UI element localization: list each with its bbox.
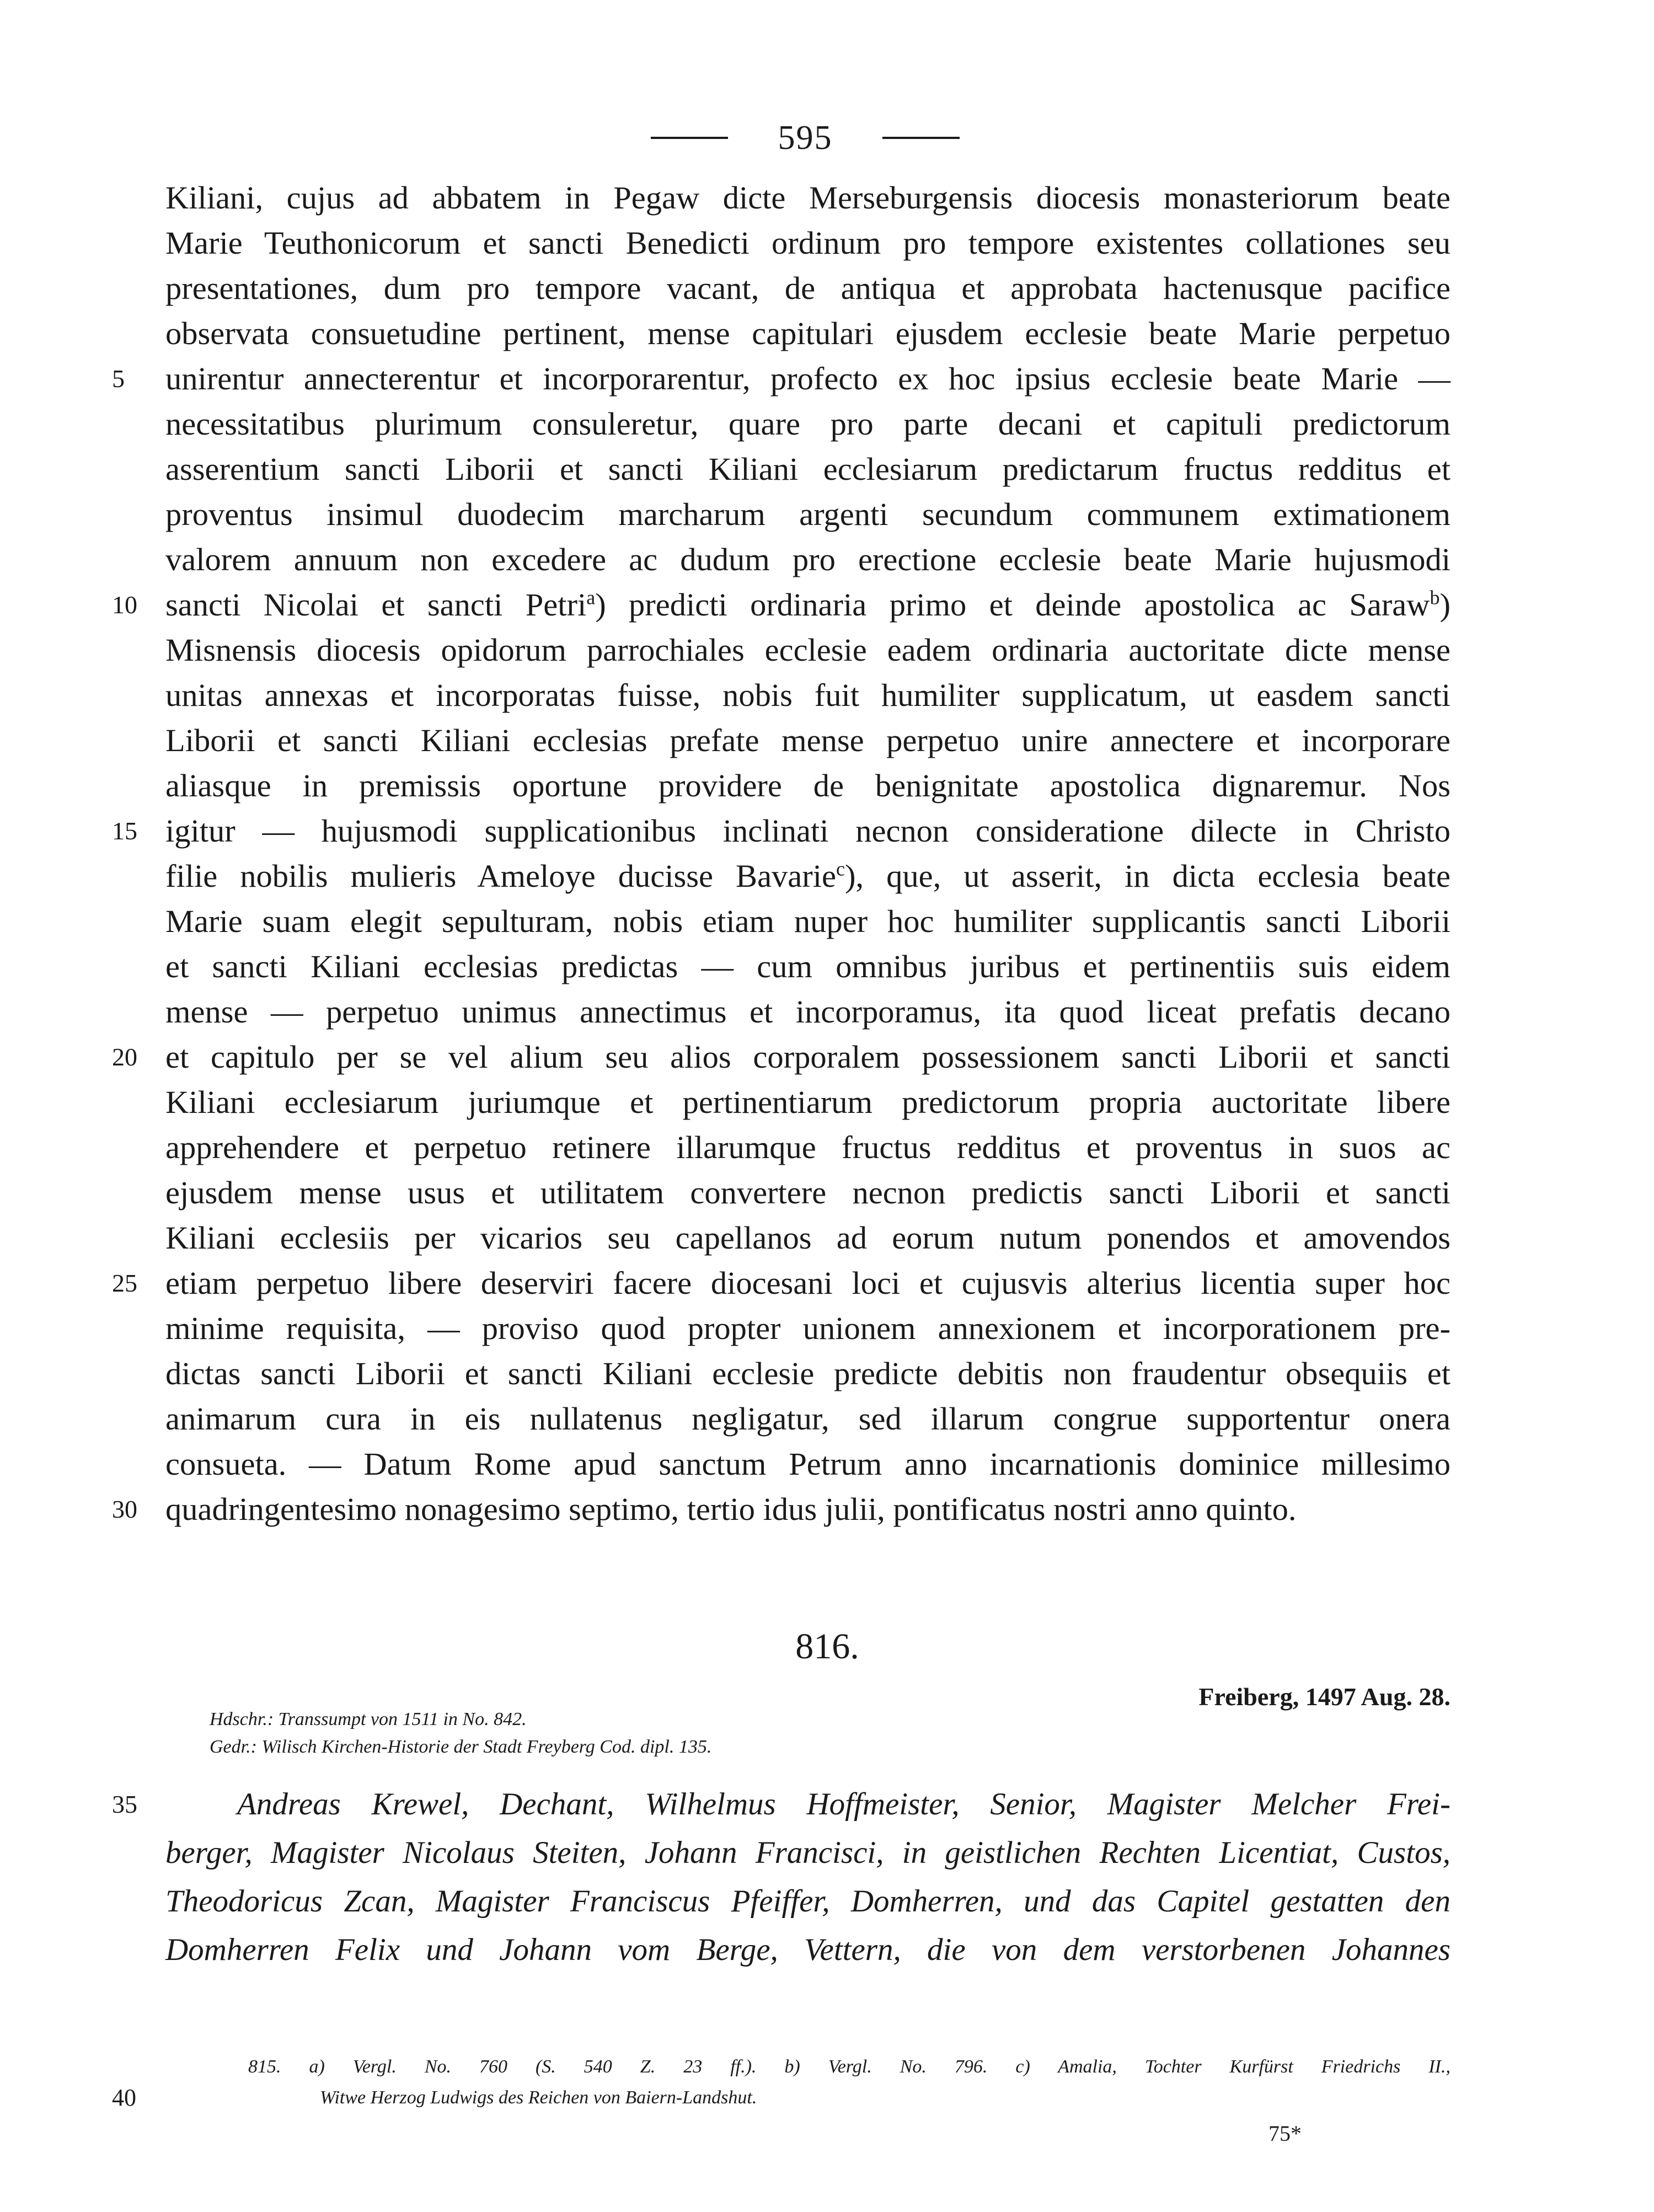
line-number: 20 <box>112 1043 137 1071</box>
body-line <box>165 311 1450 356</box>
body-line <box>112 808 1450 854</box>
body-line-text: etiam perpetuo libere deserviri facere diocesani loci et cujusvis alterius licentia super hoc <box>165 1265 1450 1301</box>
summary-line-text: berger, Magister Nicolaus Steiten, Johann Francisci, in geistlichen Rechten Licentiat, Custos, <box>165 1835 1450 1870</box>
body-line-text: animarum cura in eis nullatenus negligatur, sed illarum congrue supportentur onera <box>165 1401 1450 1437</box>
body-line-text: minime requisita, — proviso quod propter unionem annexionem et incorporationem pre- <box>165 1310 1450 1346</box>
body-line <box>165 1442 1450 1487</box>
body-line <box>165 1306 1450 1351</box>
body-line <box>165 221 1450 266</box>
footnote-marker: a <box>586 586 596 609</box>
header-rule-left <box>651 137 728 139</box>
body-line-text: proventus insimul duodecim marcharum argenti secundum communem extimationem <box>165 496 1450 532</box>
body-line-text: igitur — hujusmodi supplicationibus inclinati necnon consideratione dilecte in Christo <box>165 813 1450 849</box>
body-line <box>112 1035 1450 1080</box>
body-line-text: observata consuetudine pertinent, mense capitulari ejusdem ecclesie beate Marie perpetuo <box>165 315 1450 351</box>
body-line-text: necessitatibus plurimum consuleretur, quare pro parte decani et capituli predictorum <box>165 406 1450 442</box>
body-line-text: unirentur annecterentur et incorporarentur, profecto ex hoc ipsius ecclesie beate Marie — <box>165 361 1450 397</box>
body-line-text: ejusdem mense usus et utilitatem convertere necnon predictis sancti Liborii et sancti <box>165 1175 1450 1211</box>
body-line-text: Kiliani ecclesiarum juriumque et pertinentiarum predictorum propria auctoritate libere <box>165 1084 1450 1120</box>
line-number: 40 <box>112 2084 136 2111</box>
body-line <box>165 763 1450 808</box>
summary-line <box>165 1926 1450 1974</box>
body-line-text: Kiliani, cujus ad abbatem in Pegaw dicte Merseburgensis diocesis monasteriorum beate <box>165 180 1450 216</box>
body-line <box>165 175 1450 221</box>
body-line <box>165 401 1450 447</box>
footnotes-block <box>112 2052 1450 2113</box>
body-line-text: et capitulo per se vel alium seu alios corporalem possessionem sancti Liborii et sancti <box>165 1039 1450 1075</box>
footnote-marker: b <box>1430 586 1440 609</box>
body-line-text: valorem annuum non excedere ac dudum pro erectione ecclesie beate Marie hujusmodi <box>165 542 1450 577</box>
page-header <box>651 119 960 157</box>
body-line <box>165 1170 1450 1215</box>
line-number: 15 <box>112 817 137 845</box>
body-line <box>165 899 1450 944</box>
body-line-text: ), que, ut asserit, in dicta ecclesia beate <box>844 858 1450 894</box>
body-line-text: Liborii et sancti Kiliani ecclesias prefate mense perpetuo unire annectere et incorporare <box>165 722 1450 758</box>
body-line <box>165 628 1450 673</box>
body-line <box>165 266 1450 311</box>
line-number: 35 <box>112 1790 137 1818</box>
body-line-text: sancti Nicolai et sancti Petri <box>165 587 587 623</box>
main-text-block <box>112 175 1451 1532</box>
footnote-line <box>112 2082 1450 2113</box>
body-line <box>165 854 1450 899</box>
body-line <box>165 989 1450 1035</box>
body-line-text: quadringentesimo nonagesimo septimo, tertio idus julii, pontificatus nostri anno quinto. <box>165 1491 1297 1527</box>
line-number: 30 <box>112 1495 137 1523</box>
body-line-text: Marie suam elegit sepulturam, nobis etiam nuper hoc humiliter supplicantis sancti Liborii <box>165 903 1450 939</box>
summary-line-text: Domherren Felix und Johann vom Berge, Vettern, die von dem verstorbenen Johannes <box>165 1932 1450 1967</box>
header-rule-right <box>882 137 960 139</box>
footnote-line <box>165 2052 1450 2082</box>
body-line-text: mense — perpetuo unimus annectimus et incorporamus, ita quod liceat prefatis decano <box>165 994 1450 1030</box>
document-number: 816. <box>795 1626 859 1667</box>
body-line <box>112 1487 1450 1532</box>
summary-line-text: Theodoricus Zcan, Magister Franciscus Pfeiffer, Domherren, und das Capitel gestatten den <box>165 1884 1450 1919</box>
body-line-text: unitas annexas et incorporatas fuisse, nobis fuit humiliter supplicatum, ut easdem sancti <box>165 677 1450 713</box>
body-line <box>165 673 1450 718</box>
body-line <box>112 356 1450 401</box>
summary-line <box>165 1877 1450 1926</box>
page-number: 595 <box>778 119 833 157</box>
source-printed: Gedr.: Wilisch Kirchen-Historie der Stadt Freyberg Cod. dipl. 135. <box>210 1737 712 1757</box>
body-line-text: aliasque in premissis oportune providere de benignitate apostolica dignaremur. Nos <box>165 768 1450 804</box>
body-line <box>165 1396 1450 1442</box>
body-line-text: et sancti Kiliani ecclesias predictas — cum omnibus juribus et pertinentiis suis eidem <box>165 949 1450 984</box>
footnote-marker: c <box>836 858 845 880</box>
body-line-text: Marie Teuthonicorum et sancti Benedicti ordinum pro tempore existentes collationes seu <box>165 225 1450 261</box>
body-line <box>165 492 1450 537</box>
summary-line-text: Andreas Krewel, Dechant, Wilhelmus Hoffmeister, Senior, Magister Melcher Frei- <box>237 1787 1450 1822</box>
body-line <box>165 1215 1450 1261</box>
body-line <box>165 1125 1450 1170</box>
body-line <box>165 537 1450 582</box>
body-line <box>165 1080 1450 1125</box>
summary-block <box>112 1780 1450 1974</box>
body-line-text: presentationes, dum pro tempore vacant, de antiqua et approbata hactenusque pacifice <box>165 270 1450 306</box>
body-line <box>165 447 1450 492</box>
body-line-text: consueta. — Datum Rome apud sanctum Petrum anno incarnationis dominice millesimo <box>165 1446 1450 1482</box>
footnote-text: 815. a) Vergl. No. 760 (S. 540 Z. 23 ff.). b) Vergl. No. 796. c) Amalia, Tochter Kurfürst Friedrichs II., <box>248 2056 1450 2077</box>
line-number: 10 <box>112 591 137 619</box>
body-line <box>165 944 1450 989</box>
sources-block <box>210 1706 1037 1761</box>
body-line-text: Misnensis diocesis opidorum parrochiales ecclesie eadem ordinaria auctoritate dicte mense <box>165 632 1450 668</box>
body-line <box>112 582 1451 628</box>
line-number: 25 <box>112 1269 137 1297</box>
source-manuscript: Hdschr.: Transsumpt von 1511 in No. 842. <box>210 1709 527 1729</box>
line-number: 5 <box>112 365 125 393</box>
body-line <box>112 1261 1450 1306</box>
body-line <box>165 1351 1450 1396</box>
summary-line <box>112 1780 1450 1829</box>
body-line-text: dictas sancti Liborii et sancti Kiliani ecclesie predicte debitis non fraudentur obsequiis et <box>165 1356 1450 1391</box>
body-line-text: ) <box>1439 587 1451 623</box>
body-line-text: Kiliani ecclesiis per vicarios seu capellanos ad eorum nutum ponendos et amovendos <box>165 1220 1450 1256</box>
body-line-text: apprehendere et perpetuo retinere illarumque fructus redditus et proventus in suos ac <box>165 1129 1450 1165</box>
footnote-text: Witwe Herzog Ludwigs des Reichen von Baiern-Landshut. <box>320 2087 757 2108</box>
body-line-text: asserentium sancti Liborii et sancti Kiliani ecclesiarum predictarum fructus redditus et <box>165 451 1450 487</box>
body-line <box>165 718 1450 763</box>
body-line-text: ) predicti ordinaria primo et deinde apostolica ac Saraw <box>595 587 1430 623</box>
summary-line <box>165 1829 1450 1877</box>
signature-mark: 75* <box>1268 2121 1302 2146</box>
body-line-text: filie nobilis mulieris Ameloye ducisse Bavarie <box>165 858 836 894</box>
place-date: Freiberg, 1497 Aug. 28. <box>1198 1683 1450 1711</box>
